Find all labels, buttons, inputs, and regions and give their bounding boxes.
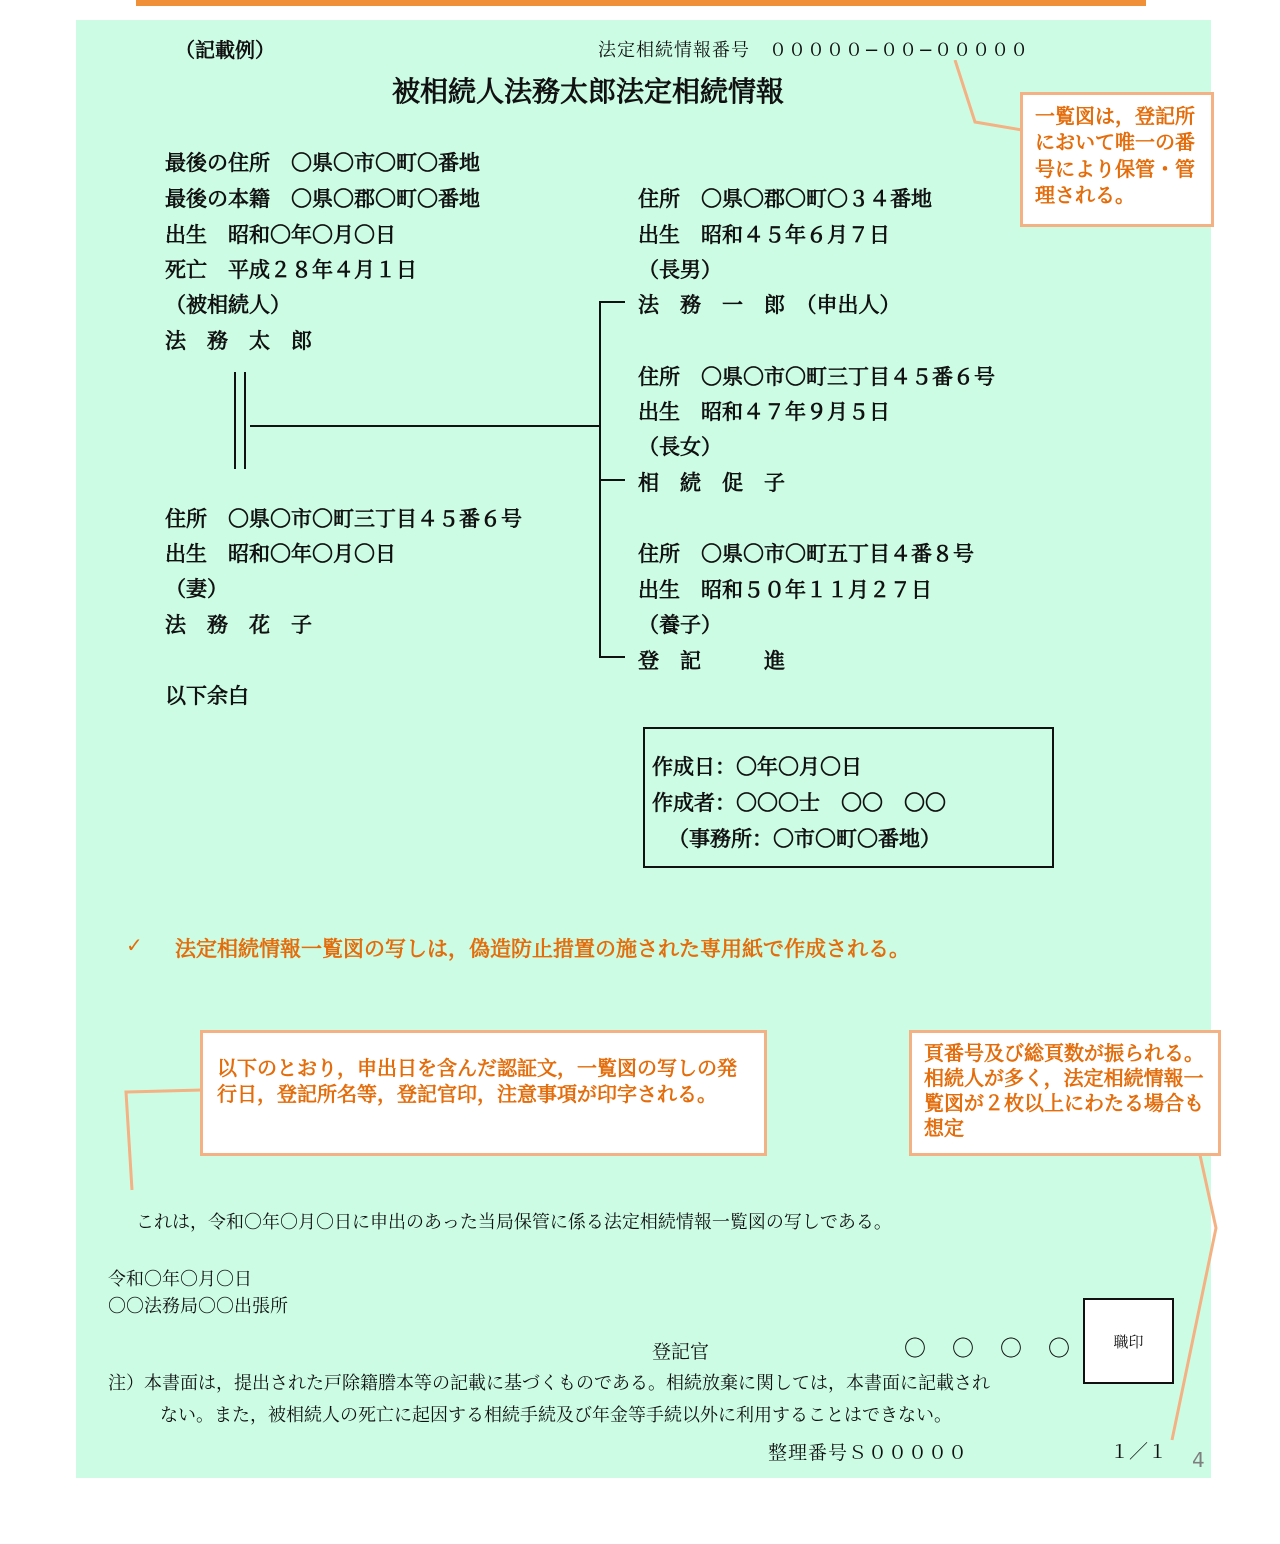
heir-1-name: 法 務 一 郎 （申出人）	[638, 293, 901, 317]
deceased-name: 法 務 太 郎	[165, 329, 312, 353]
reference-number: 法定相続情報番号 ０００００−００−０００００	[598, 40, 1030, 61]
paper-note: 法定相続情報一覧図の写しは，偽造防止措置の施された専用紙で作成される。	[175, 937, 910, 961]
note-line-2: ない。また，被相続人の死亡に起因する相続手続及び年金等手続以外に利用することはできない。	[160, 1405, 952, 1426]
spouse-birth: 出生 昭和〇年〇月〇日	[165, 542, 396, 566]
document-title: 被相続人法務太郎法定相続情報	[392, 75, 785, 108]
heir-2-name: 相 続 促 子	[638, 471, 785, 495]
heir-3-address: 住所 〇県〇市〇町五丁目４番８号	[638, 542, 974, 566]
registrar-label: 登記官	[652, 1341, 710, 1363]
example-label: （記載例）	[175, 38, 275, 62]
marriage-line-right	[244, 372, 246, 469]
heir-3-name: 登 記 進	[638, 649, 785, 673]
heir-3-birth: 出生 昭和５０年１１月２７日	[638, 578, 932, 602]
callout-unique-number: 一覧図は，登記所において唯一の番号により保管・管理される。	[1020, 92, 1214, 227]
spouse-address: 住所 〇県〇市〇町三丁目４５番６号	[165, 507, 522, 531]
end-note: 以下余白	[165, 684, 249, 708]
spouse-relation: （妻）	[165, 577, 228, 601]
preparer-office: （事務所：〇市〇町〇番地）	[668, 827, 941, 851]
deceased-death: 死亡 平成２８年４月１日	[165, 258, 417, 282]
top-accent-bar	[136, 0, 1146, 6]
note-line-1: 注）本書面は，提出された戸除籍謄本等の記載に基づくものである。相続放棄に関しては，本書面に記載され	[108, 1373, 990, 1394]
heir-2-birth: 出生 昭和４７年９月５日	[638, 400, 890, 424]
marriage-line-left	[234, 372, 236, 469]
callout-certification: 以下のとおり，申出日を含んだ認証文，一覧図の写しの発行日，登記所名等，登記官印，注意事項が印字される。	[200, 1030, 767, 1156]
heir-1-relation: （長男）	[638, 258, 722, 282]
spouse-name: 法 務 花 子	[165, 613, 312, 637]
child-branch-3	[599, 656, 625, 658]
check-icon: ✓	[126, 933, 143, 957]
deceased-relation: （被相続人）	[165, 293, 291, 317]
certificate-date: 令和〇年〇月〇日	[108, 1269, 252, 1290]
heir-2-address: 住所 〇県〇市〇町三丁目４５番６号	[638, 365, 995, 389]
serial-number: 整理番号Ｓ０００００	[768, 1442, 969, 1464]
preparer-date: 作成日：〇年〇月〇日	[652, 755, 862, 779]
child-branch-2	[599, 479, 625, 481]
official-seal-box: 職印	[1083, 1298, 1174, 1384]
heir-1-address: 住所 〇県〇郡〇町〇３４番地	[638, 187, 932, 211]
certificate-statement: これは，令和〇年〇月〇日に申出のあった当局保管に係る法定相続情報一覧図の写しである。	[136, 1212, 892, 1233]
family-connector-horizontal	[250, 425, 600, 427]
callout-pages: 頁番号及び総頁数が振られる。相続人が多く，法定相続情報一覧図が２枚以上にわたる場合も想定	[909, 1030, 1221, 1156]
callout-pointer-unique-number	[940, 60, 1030, 140]
certificate-office: 〇〇法務局〇〇出張所	[108, 1296, 288, 1317]
registrar-name: 〇 〇 〇 〇	[904, 1337, 1073, 1362]
heir-3-relation: （養子）	[638, 613, 722, 637]
deceased-last-address: 最後の住所 〇県〇市〇町〇番地	[165, 151, 480, 175]
deceased-birth: 出生 昭和〇年〇月〇日	[165, 223, 396, 247]
child-branch-1	[599, 301, 625, 303]
slide-number: 4	[1192, 1448, 1205, 1472]
heir-1-birth: 出生 昭和４５年６月７日	[638, 223, 890, 247]
preparer-author: 作成者：〇〇〇士 〇〇 〇〇	[652, 791, 946, 815]
callout-pointer-certification	[118, 1080, 208, 1200]
deceased-last-domicile: 最後の本籍 〇県〇郡〇町〇番地	[165, 187, 480, 211]
heir-2-relation: （長女）	[638, 435, 722, 459]
page-of-total: １／１	[1110, 1441, 1168, 1463]
